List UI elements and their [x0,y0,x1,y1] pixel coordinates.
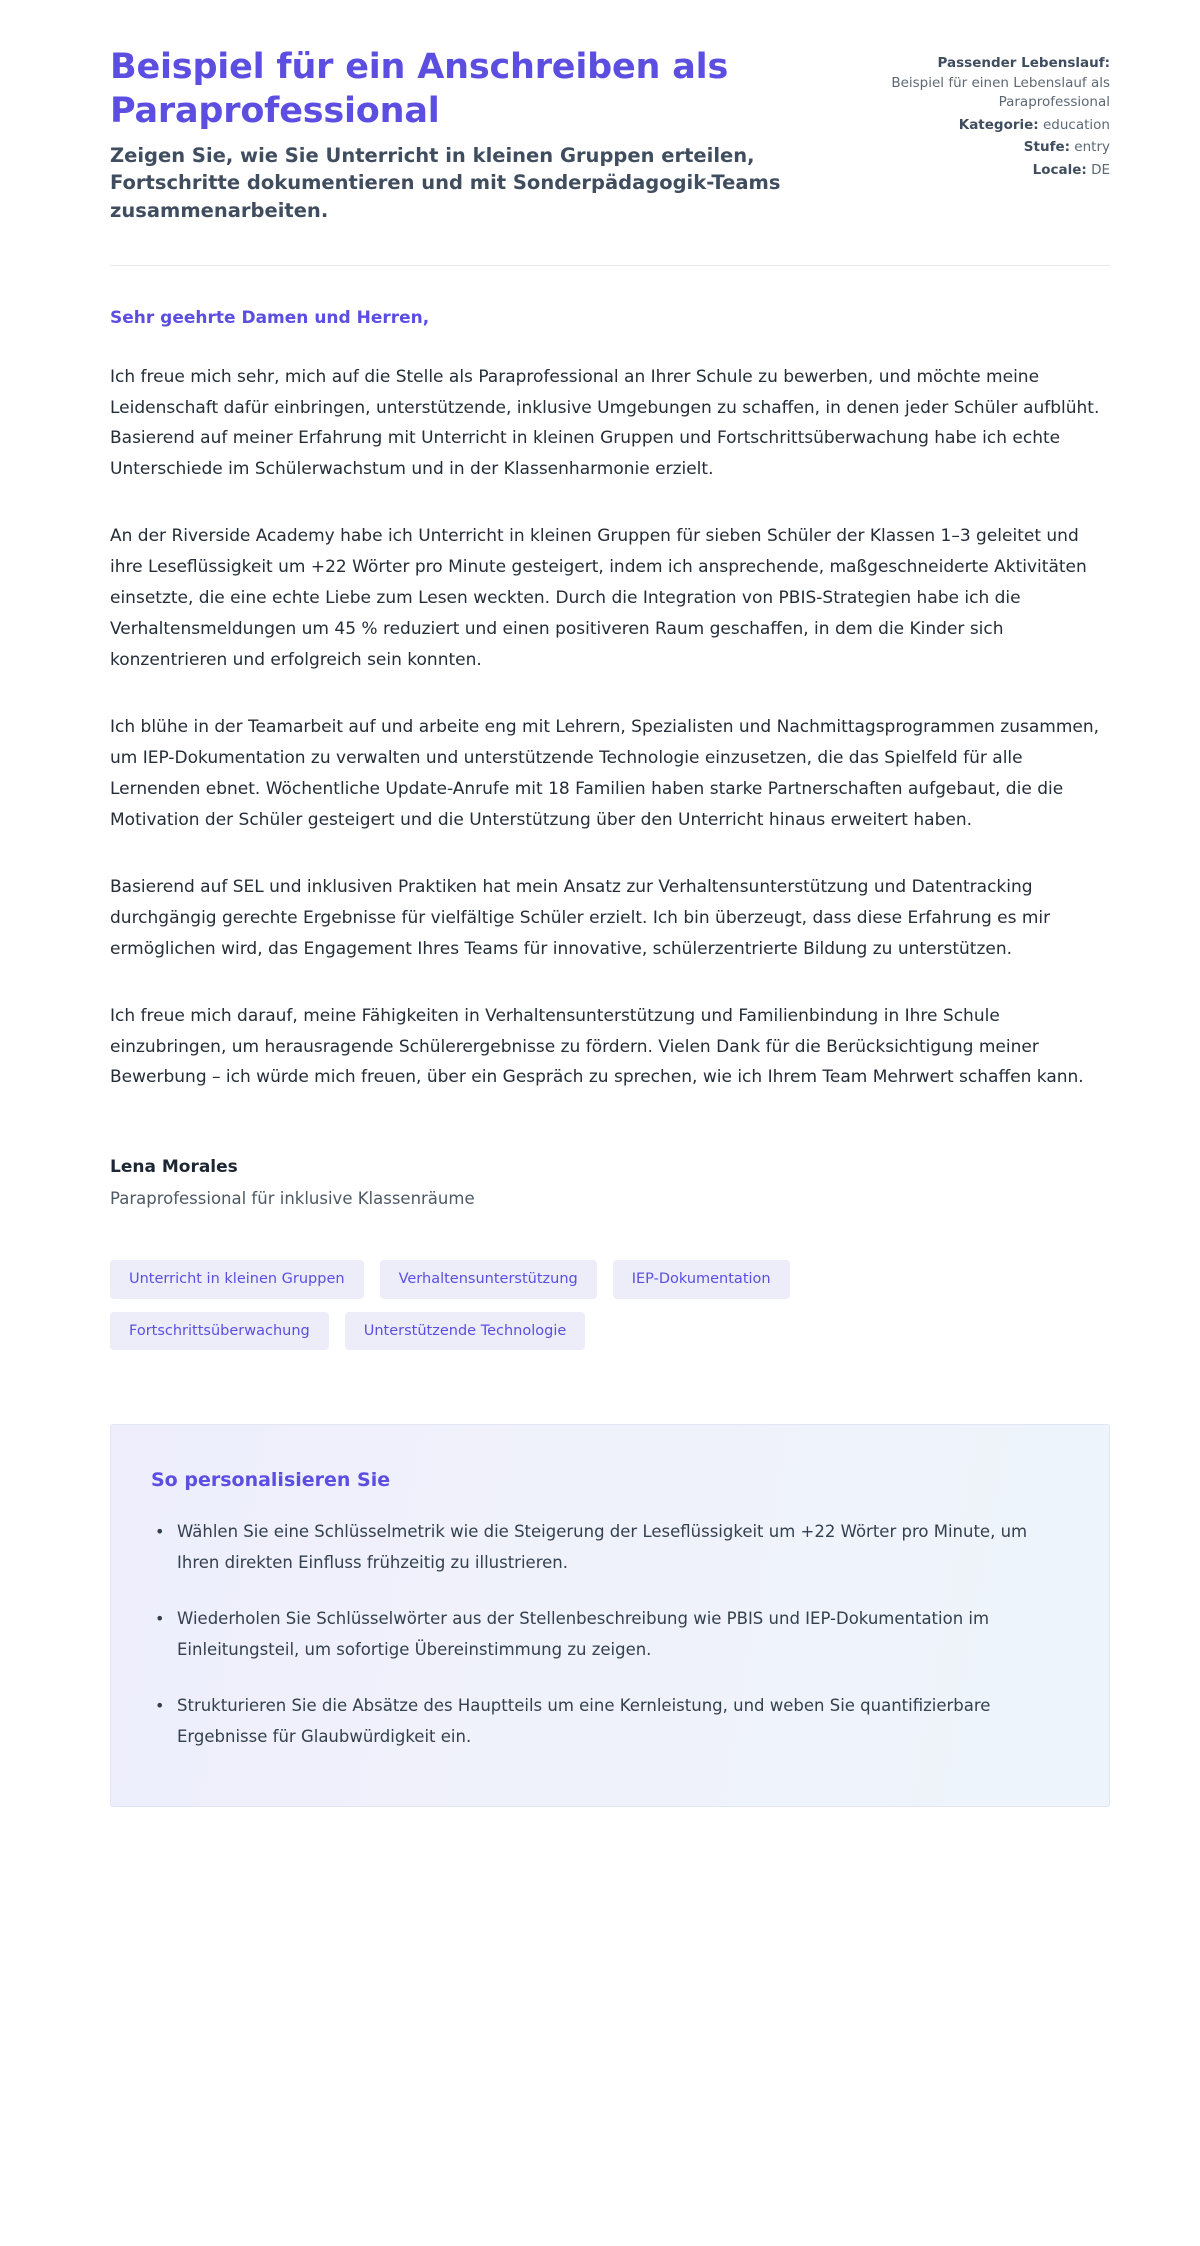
document-header [110,46,1110,225]
metadata-row-matching-resume [885,54,1110,113]
callout-tip-item: • Wiederholen Sie Schlüsselwörter aus der Stellenbeschreibung wie PBIS und IEP-Dokumentation im Einleitungsteil, um sofortige Übereinstimmung zu zeigen. [177,1604,1057,1665]
header-title-block [110,46,830,225]
callout-title: So personalisieren Sie [151,1469,391,1492]
letter-salutation: Sehr geehrte Damen und Herren, [110,307,430,328]
metadata-value-category: education [1043,116,1110,133]
document-metadata [885,46,1110,182]
metadata-value-level: entry [1074,139,1110,156]
metadata-label-category: Kategorie: [958,116,1039,133]
personalize-callout [110,1424,1110,1807]
tag-pill[interactable]: IEP-Dokumentation [613,1260,790,1299]
tag-list [110,1260,900,1350]
tag-pill[interactable]: Fortschrittsüberwachung [110,1312,329,1351]
signature-name: Lena Morales [110,1157,238,1178]
callout-tip-item: • Strukturieren Sie die Absätze des Hauptteils um eine Kernleistung, und weben Sie quantifizierbare Ergebnisse für Glaubwürdigkeit ein. [177,1691,1057,1752]
tag-pill[interactable]: Unterstützende Technologie [345,1312,586,1351]
metadata-value-matching-resume: Beispiel für einen Lebenslauf als Paraprofessional [891,74,1110,111]
letter-paragraph: An der Riverside Academy habe ich Unterricht in kleinen Gruppen für sieben Schüler der Klassen 1–3 geleitet und ihre Leseflüssigkeit um +22 Wörter pro Minute gesteigert, indem ich ansprechende, maßgeschneiderte Aktivitäten einsetzte, die eine echte Liebe zum Lesen weckten. Durch die Integration von PBIS-Strategien habe ich die Verhaltensmeldungen um 45 % reduziert und einen positiveren Raum geschaffen, in dem die Kinder sich konzentrieren und erfolgreich sein konnten. [110,526,1087,671]
letter-paragraph: Ich freue mich sehr, mich auf die Stelle als Paraprofessional an Ihrer Schule zu bewerben, und möchte meine Leidenschaft dafür einbringen, unterstützende, inklusive Umgebungen zu schaffen, in denen jeder Schüler aufblüht. Basierend auf meiner Erfahrung mit Unterricht in kleinen Gruppen und Fortschrittsüberwachung habe ich echte Unterschiede im Schülerwachstum und in der Klassenharmonie erzielt. [110,366,1100,480]
metadata-label-locale: Locale: [1032,161,1087,178]
metadata-label-matching-resume: Passender Lebenslauf: [937,55,1110,71]
metadata-row-category [885,116,1110,136]
letter-paragraph: Ich freue mich darauf, meine Fähigkeiten in Verhaltensunterstützung und Familienbindung in Ihre Schule einzubringen, um herausragende Schülerergebnisse zu fördern. Vielen Dank für die Berücksichtigung meiner Bewerbung – ich würde mich freuen, über ein Gespräch zu sprechen, wie ich Ihrem Team Mehrwert schaffen kann. [110,1005,1084,1088]
tag-pill[interactable]: Verhaltensunterstützung [380,1260,597,1299]
letter-body [110,266,1110,1094]
page-subtitle: Zeigen Sie, wie Sie Unterricht in kleinen Gruppen erteilen, Fortschritte dokumentieren und mit Sonderpädagogik-Teams zusammenarbeiten. [110,143,781,222]
letter-paragraph: Ich blühe in der Teamarbeit auf und arbeite eng mit Lehrern, Spezialisten und Nachmittagsprogrammen zusammen, um IEP-Dokumentation zu verwalten und unterstützende Technologie einzusetzen, die das Spielfeld für alle Lernenden ebnet. Wöchentliche Update-Anrufe mit 18 Familien haben starke Partnerschaften aufgebaut, die die Motivation der Schüler gesteigert und die Unterstützung über den Unterricht hinaus erweitert haben. [110,717,1100,830]
metadata-row-level [885,138,1110,158]
metadata-value-locale: DE [1091,161,1110,178]
page-title: Beispiel für ein Anschreiben als Paraprofessional [110,47,729,131]
callout-tip-list [151,1517,1061,1752]
metadata-row-locale [885,161,1110,181]
signature-role: Paraprofessional für inklusive Klassenräume [110,1189,475,1209]
tag-pill[interactable]: Unterricht in kleinen Gruppen [110,1260,364,1299]
letter-paragraph: Basierend auf SEL und inklusiven Praktiken hat mein Ansatz zur Verhaltensunterstützung und Datentracking durchgängig gerechte Ergebnisse für vielfältige Schüler erzielt. Ich bin überzeugt, dass diese Erfahrung es mir ermöglichen wird, das Engagement Ihres Teams für innovative, schülerzentrierte Bildung zu unterstützen. [110,876,1051,959]
signature-block [110,1157,1110,1208]
callout-tip-item: • Wählen Sie eine Schlüsselmetrik wie die Steigerung der Leseflüssigkeit um +22 Wörter pro Minute, um Ihren direkten Einfluss frühzeitig zu illustrieren. [177,1517,1057,1578]
metadata-label-level: Stufe: [1023,139,1070,156]
